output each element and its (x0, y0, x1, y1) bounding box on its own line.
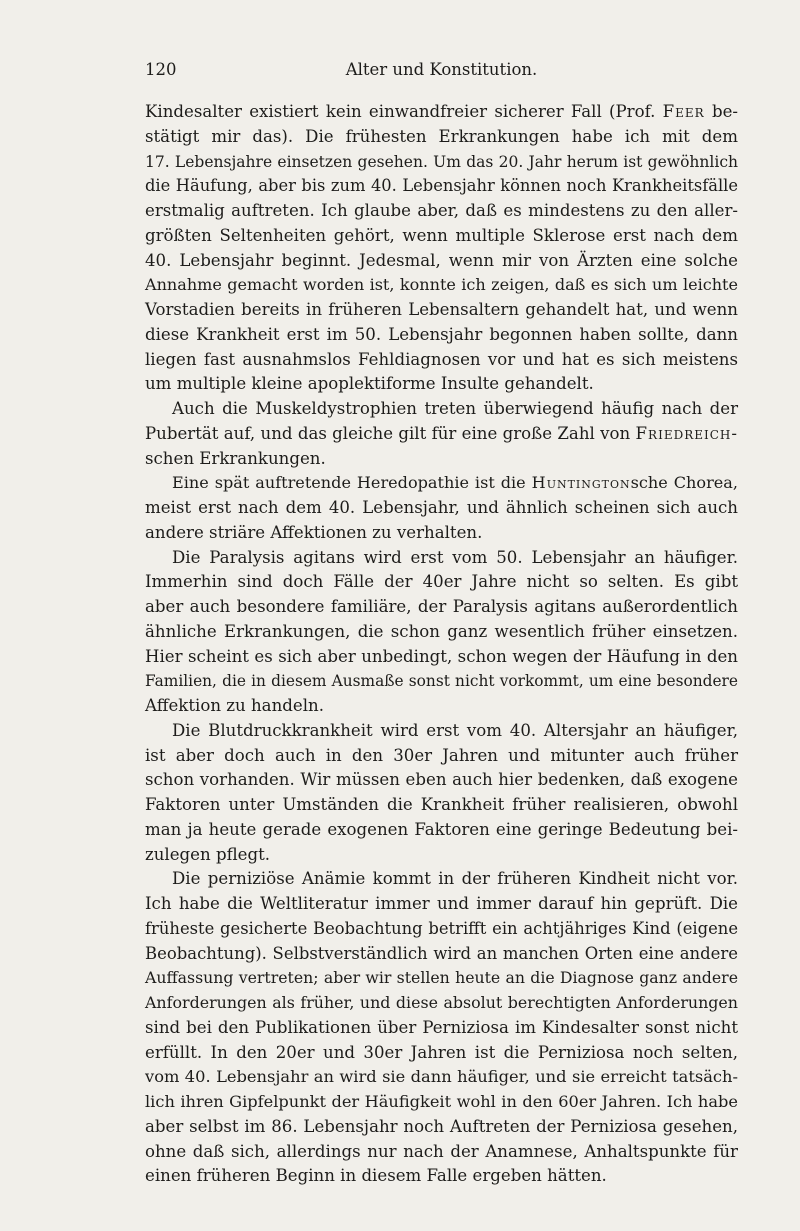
page-header (145, 60, 738, 84)
text-run: andere striäre Affektionen zu verhalten. (145, 522, 483, 542)
text-run: Auffassung vertreten; aber wir stellen heute an die Diagnose ganz andere (145, 968, 738, 988)
text-run: einen früheren Beginn in diesem Falle ergeben hätten. (145, 1166, 607, 1186)
text-line (145, 744, 738, 769)
text-run: Immerhin sind doch Fälle der 40er Jahre nicht so selten. Es gibt (145, 572, 738, 592)
text-line (145, 942, 738, 967)
text-run: ohne daß sich, allerdings nur nach der Anamnese, Anhaltspunkte für (145, 1141, 738, 1161)
text-run: die Häufung, aber bis zum 40. Lebensjahr können noch Krankheitsfälle (145, 176, 738, 196)
text-line (145, 249, 738, 274)
text-run: um multiple kleine apoplektiforme Insulte gehandelt. (145, 374, 594, 394)
text-line (145, 174, 738, 199)
text-run: Die Paralysis agitans wird erst vom 50. Lebensjahr an häufiger. (172, 547, 738, 567)
text-run: schen Erkrankungen. (145, 448, 326, 468)
text-line (145, 892, 738, 917)
text-run: Auch die Muskeldystrophien treten überwiegend häufig nach der (172, 399, 738, 418)
text-line (145, 1065, 738, 1090)
text-run: Kindesalter existiert kein einwandfreier sicherer Fall (Prof. (145, 102, 663, 121)
text-line (145, 298, 738, 323)
text-line (145, 768, 738, 793)
text-line (145, 224, 738, 249)
text-line (145, 150, 738, 175)
text-line (145, 991, 738, 1016)
text-line (145, 397, 738, 422)
text-line (145, 372, 738, 397)
text-run: sche Chorea, (630, 473, 738, 493)
text-run: stätigt mir das). Die frühesten Erkrankungen habe ich mit dem (145, 126, 738, 146)
text-run: be- (704, 102, 739, 121)
text-run: Vorstadien bereits in früheren Lebensaltern gehandelt hat, und wenn (145, 300, 738, 319)
text-run: Die Blutdruckkrankheit wird erst vom 40. Altersjahr an häufiger, (172, 720, 738, 740)
text-line (145, 273, 738, 298)
text-line (145, 348, 738, 373)
text-run: Faktoren unter Umständen die Krankheit früher realisieren, obwohl (145, 795, 738, 814)
author-name: Friedreich- (635, 423, 738, 443)
text-line (145, 694, 738, 719)
text-line (145, 818, 738, 843)
text-line (145, 199, 738, 224)
text-line (145, 917, 738, 942)
text-run: Pubertät auf, und das gleiche gilt für eine große Zahl von (145, 423, 636, 443)
text-line (145, 546, 738, 571)
text-run: sind bei den Publikationen über Perniziosa im Kindesalter sonst nicht (145, 1017, 738, 1037)
text-line (145, 521, 738, 546)
text-run: erfüllt. In den 20er und 30er Jahren ist die Perniziosa noch selten, (145, 1042, 738, 1062)
text-line (145, 125, 738, 150)
text-line (145, 1090, 738, 1115)
text-line (145, 1016, 738, 1041)
text-line (145, 496, 738, 521)
text-run: ähnliche Erkrankungen, die schon ganz wesentlich früher einsetzen. (145, 621, 738, 641)
text-line (145, 1115, 738, 1140)
text-line (145, 645, 738, 670)
text-run: Anforderungen als früher, und diese absolut berechtigten Anforderungen (145, 993, 738, 1012)
text-line (145, 595, 738, 620)
text-line (145, 719, 738, 744)
text-run: schon vorhanden. Wir müssen eben auch hier bedenken, daß exogene (145, 770, 738, 790)
text-run: Die perniziöse Anämie kommt in der früheren Kindheit nicht vor. (172, 869, 738, 889)
text-line (145, 1140, 738, 1165)
text-run: aber auch besondere familiäre, der Paralysis agitans außerordentlich (145, 597, 738, 616)
text-line (145, 100, 738, 125)
text-run: man ja heute gerade exogenen Faktoren eine geringe Bedeutung bei- (145, 819, 738, 839)
page-number: 120 (145, 60, 177, 79)
text-run: meist erst nach dem 40. Lebensjahr, und ähnlich scheinen sich auch (145, 498, 738, 517)
text-line (145, 447, 738, 472)
text-line (145, 570, 738, 595)
text-run: früheste gesicherte Beobachtung betrifft ein achtjähriges Kind (eigene (145, 918, 738, 938)
text-line (145, 669, 738, 694)
text-run: Eine spät auftretende Heredopathie ist die (172, 473, 532, 493)
text-run: Affektion zu handeln. (145, 696, 324, 715)
text-line (145, 867, 738, 892)
text-line (145, 793, 738, 818)
text-line (145, 1041, 738, 1066)
author-name: Feer (662, 102, 705, 121)
text-run: ist aber doch auch in den 30er Jahren und mitunter auch früher (145, 745, 738, 765)
text-line (145, 422, 738, 447)
body-text (145, 100, 738, 1189)
text-line (145, 1164, 738, 1189)
text-run: vom 40. Lebensjahr an wird sie dann häufiger, und sie erreicht tatsäch- (145, 1067, 738, 1087)
running-title: Alter und Konstitution. (345, 60, 538, 79)
text-run: lich ihren Gipfelpunkt der Häufigkeit wohl in den 60er Jahren. Ich habe (145, 1092, 738, 1111)
text-run: 40. Lebensjahr beginnt. Jedesmal, wenn mir von Ärzten eine solche (145, 250, 738, 270)
text-run: zulegen pflegt. (145, 844, 271, 864)
text-run: Familien, die in diesem Ausmaße sonst nicht vorkommt, um eine besondere (145, 672, 738, 691)
text-run: Annahme gemacht worden ist, konnte ich zeigen, daß es sich um leichte (145, 275, 738, 295)
text-line (145, 966, 738, 991)
text-run: aber selbst im 86. Lebensjahr noch Auftreten der Perniziosa gesehen, (145, 1116, 738, 1136)
author-name: Huntington (531, 473, 631, 493)
text-run: erstmalig auftreten. Ich glaube aber, daß es mindestens zu den aller- (145, 201, 738, 220)
text-run: diese Krankheit erst im 50. Lebensjahr begonnen haben sollte, dann (145, 324, 738, 344)
text-line (145, 620, 738, 645)
text-run: liegen fast ausnahmslos Fehldiagnosen vor und hat es sich meistens (145, 349, 738, 369)
text-run: Beobachtung). Selbstverständlich wird an manchen Orten eine andere (145, 943, 738, 963)
text-run: Hier scheint es sich aber unbedingt, schon wegen der Häufung in den (145, 646, 738, 666)
text-line (145, 843, 738, 868)
text-line (145, 471, 738, 496)
text-run: 17. Lebensjahre einsetzen gesehen. Um das 20. Jahr herum ist gewöhnlich (145, 152, 738, 171)
text-line (145, 323, 738, 348)
text-run: größten Seltenheiten gehört, wenn multiple Sklerose erst nach dem (145, 225, 738, 245)
text-run: Ich habe die Weltliteratur immer und immer darauf hin geprüft. Die (145, 894, 738, 913)
